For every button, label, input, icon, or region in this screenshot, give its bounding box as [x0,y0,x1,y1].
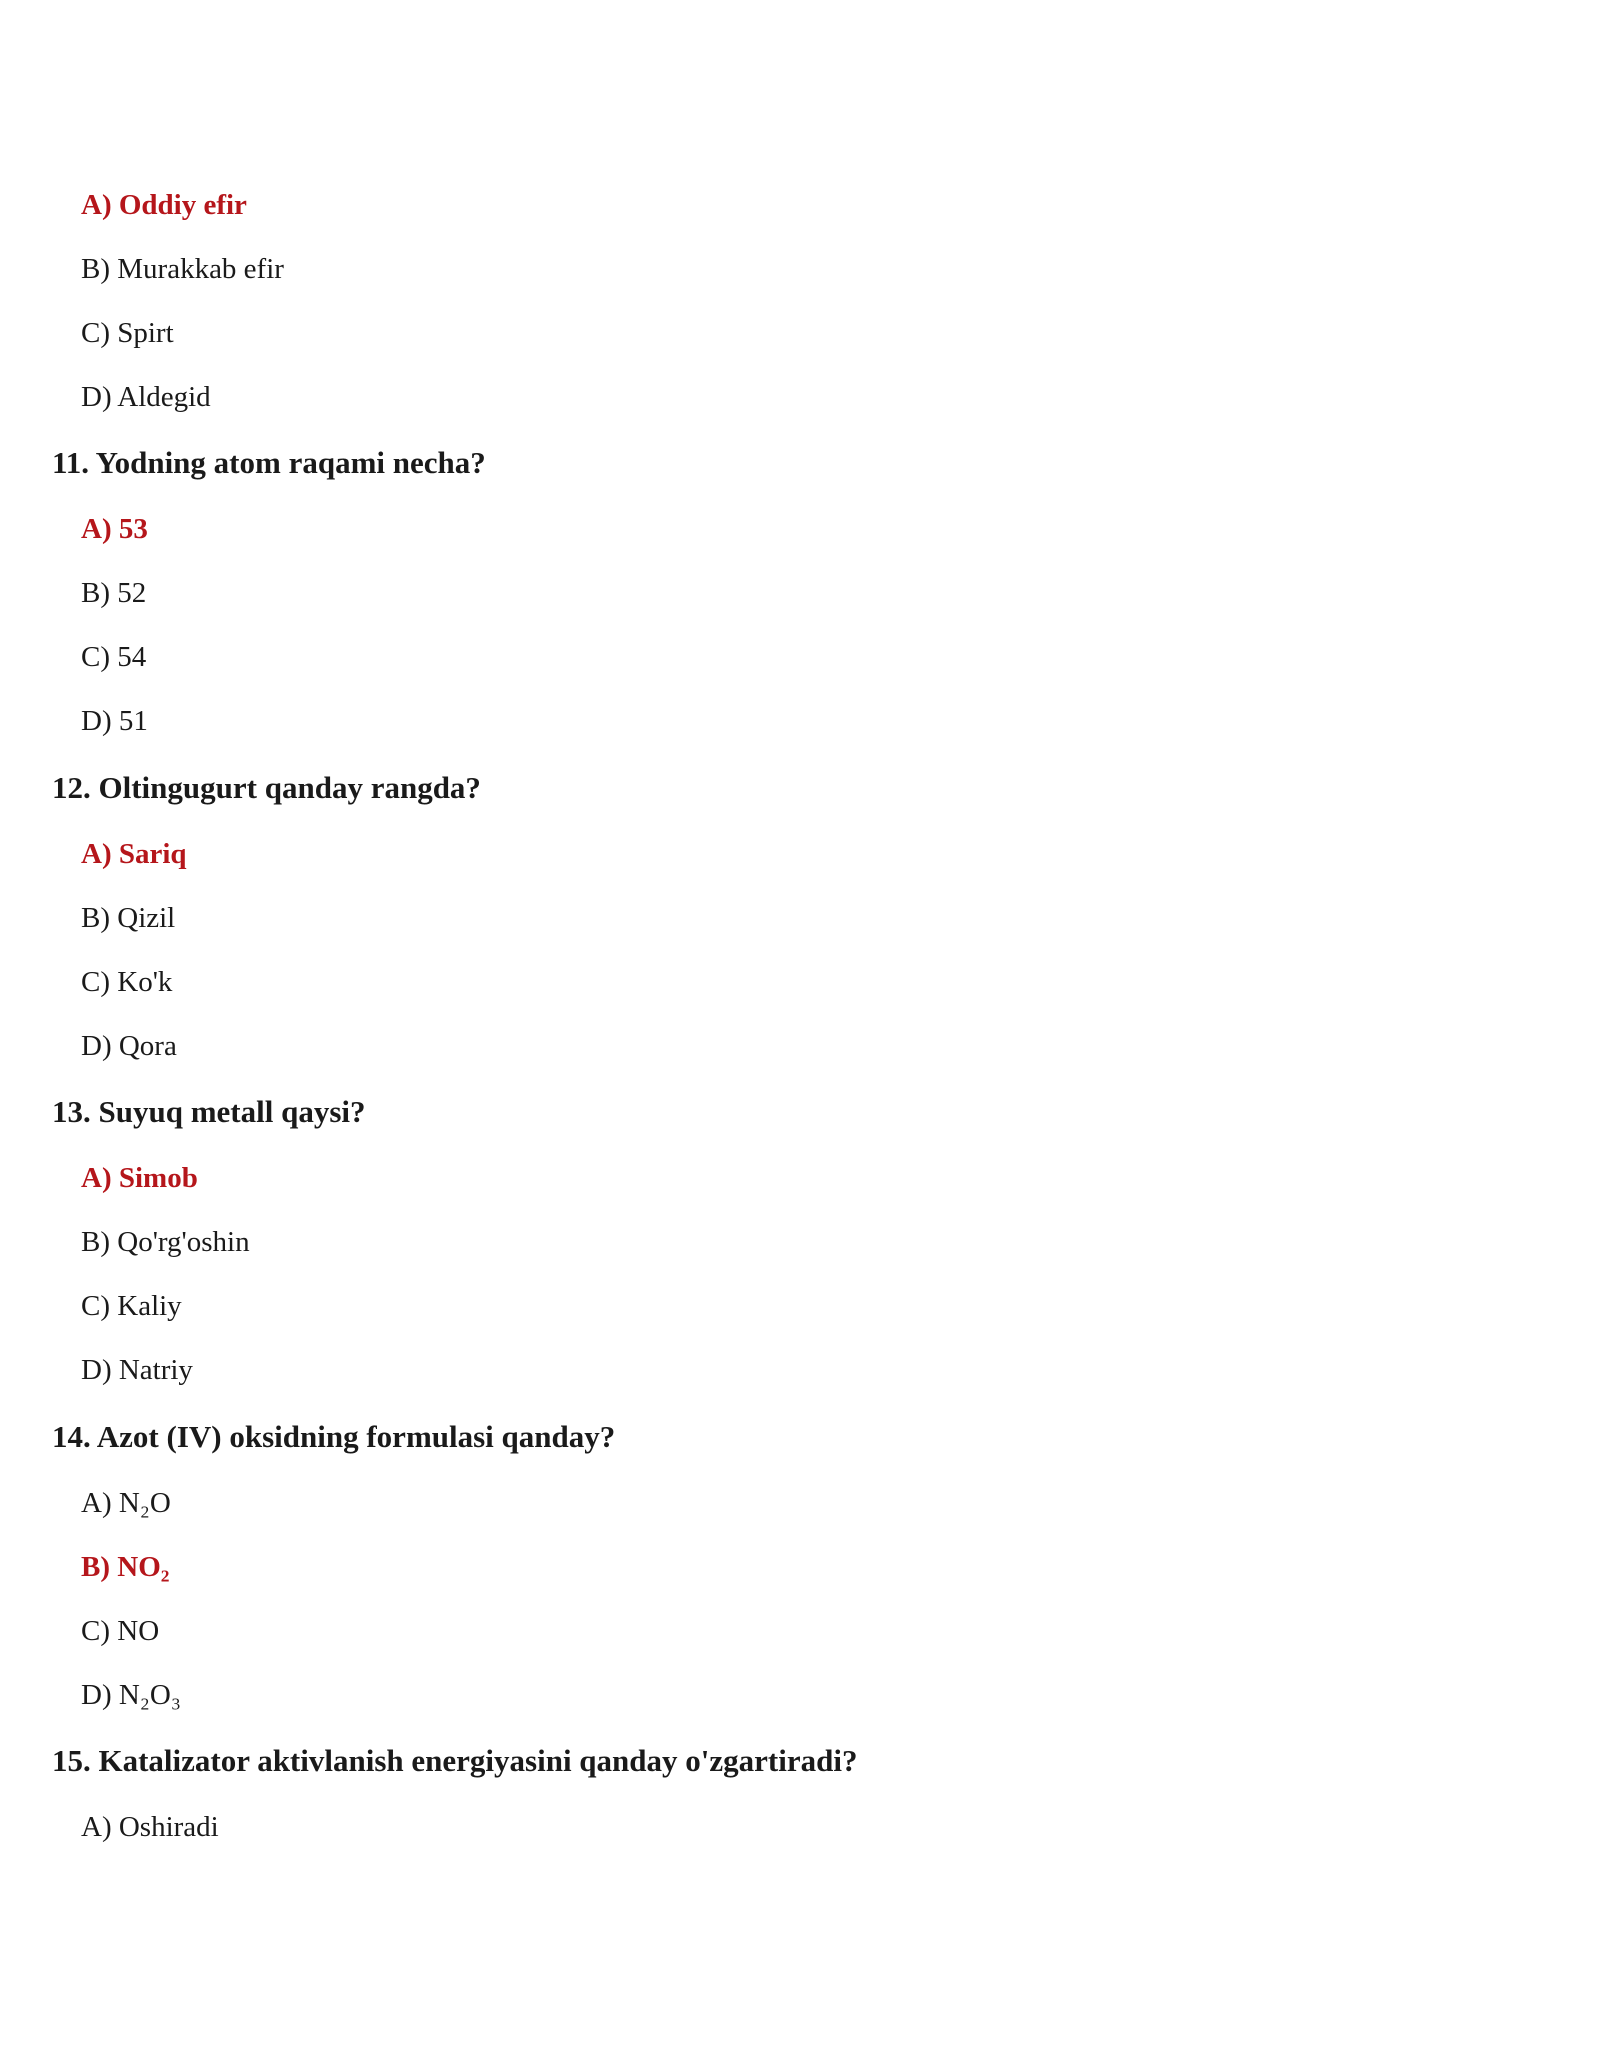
answer-option-correct: B) NO₂ [81,1551,170,1583]
answer-option: B) Qizil [81,902,176,934]
answer-option: D) N₂O₃ [81,1679,181,1711]
question-14-heading: 14. Azot (IV) oksidning formulasi qanday? [52,1419,616,1454]
answer-option: B) 52 [81,577,147,609]
answer-option: B) Murakkab efir [81,253,284,285]
question-11-heading: 11. Yodning atom raqami necha? [52,445,486,480]
answer-option: D) 51 [81,705,148,737]
question-15-heading: 15. Katalizator aktivlanish energiyasini qanday o'zgartiradi? [52,1743,858,1778]
answer-option-correct: A) Simob [81,1162,198,1194]
answer-option: A) N₂O [81,1487,171,1519]
answer-option-correct: A) Oddiy efir [81,189,247,221]
answer-option: B) Qo'rg'oshin [81,1226,250,1258]
answer-option-correct: A) 53 [81,513,148,545]
answer-option: A) Oshiradi [81,1811,219,1843]
answer-option: D) Natriy [81,1354,193,1386]
answer-option: C) Spirt [81,317,174,349]
question-13-heading: 13. Suyuq metall qaysi? [52,1094,366,1129]
question-12-heading: 12. Oltingugurt qanday rangda? [52,770,481,805]
answer-option: C) 54 [81,641,147,673]
answer-option: D) Qora [81,1030,177,1062]
answer-option: D) Aldegid [81,381,211,413]
answer-option: C) Kaliy [81,1290,182,1322]
answer-option-correct: A) Sariq [81,838,187,870]
answer-option: C) Ko'k [81,966,173,998]
answer-option: C) NO [81,1615,160,1647]
